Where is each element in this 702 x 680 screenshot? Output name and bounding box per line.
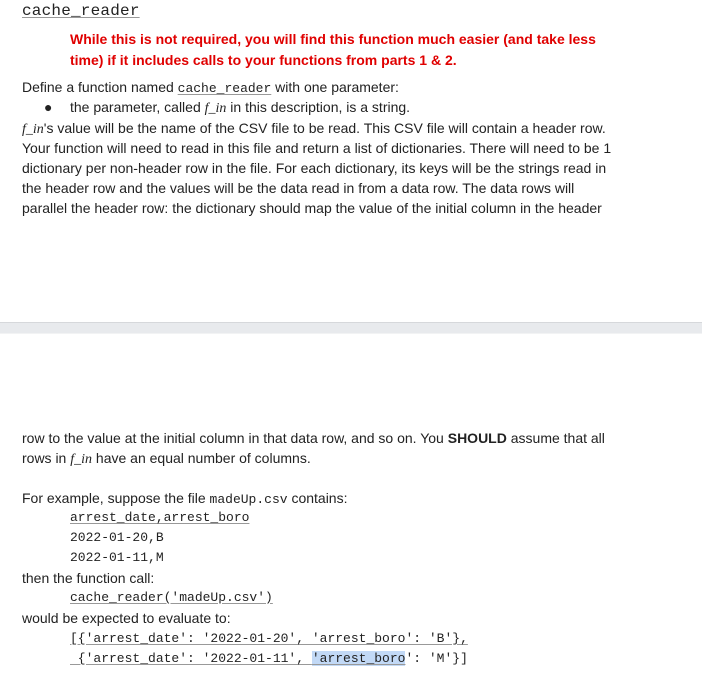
define-suffix: with one parameter: (271, 79, 399, 95)
example-line (22, 488, 348, 510)
body-line-7: parallel the header row: the dictionary should map the value of the initial column in the header (22, 200, 602, 216)
page2-line-1 (22, 428, 605, 448)
note-line-2: time) if it includes calls to your functions from parts 1 & 2. (70, 52, 457, 68)
then-line: then the function call: (22, 570, 155, 586)
csv-header-code: arrest_date,arrest_boro (70, 510, 250, 525)
define-prefix: Define a function named (22, 79, 178, 95)
note-line-1: While this is not required, you will find this function much easier (and take less (70, 31, 596, 47)
body-line-3 (22, 118, 606, 140)
p2-l2-var: f_in (70, 452, 93, 467)
p2-l1-suffix: assume that all (506, 430, 605, 446)
l3-var: f_in (22, 122, 44, 137)
call-code: cache_reader('madeUp.csv') (70, 590, 273, 605)
result2-post: ': 'M'}] (405, 651, 468, 666)
example-suffix: contains: (287, 490, 348, 506)
bullet-suffix: in this description, is a string. (226, 99, 411, 115)
l3-rest: 's value will be the name of the CSV file to be read. This CSV file will contain a header row. (43, 120, 606, 136)
result2-pre: {'arrest_date': '2022-01-11', (70, 651, 312, 666)
define-line (22, 77, 399, 99)
csv-row-2-code: 2022-01-11,M (70, 550, 164, 565)
result-line-1-code: [{'arrest_date': '2022-01-20', 'arrest_boro': 'B'}, (70, 631, 468, 646)
bullet-line (70, 97, 410, 119)
expected-line: would be expected to evaluate to: (22, 610, 231, 626)
red-note (70, 29, 670, 71)
example-filename-code: madeUp.csv (209, 492, 288, 507)
body-line-4: Your function will need to read in this file and return a list of dictionaries. There will need to be 1 (22, 140, 612, 156)
body-line-5: dictionary per non-header row in the file. For each dictionary, its keys will be the strings read in (22, 160, 607, 176)
page-title: cache_reader (22, 2, 140, 20)
bullet-icon: ● (44, 99, 53, 115)
page-break-divider (0, 322, 702, 334)
bullet-prefix: the parameter, called (70, 99, 205, 115)
bullet-var: f_in (204, 101, 227, 116)
p2-l2-suffix: have an equal number of columns. (92, 450, 311, 466)
should-bold: SHOULD (447, 430, 507, 446)
p2-l1-prefix: row to the value at the initial column in that data row, and so on. You (22, 430, 448, 446)
result-line-2-code (70, 649, 468, 669)
selected-text-highlight[interactable]: 'arrest_boro (311, 651, 406, 666)
p2-l2-prefix: rows in (22, 450, 71, 466)
example-prefix: For example, suppose the file (22, 490, 210, 506)
csv-row-1-code: 2022-01-20,B (70, 530, 164, 545)
function-name-code: cache_reader (177, 81, 272, 96)
page2-line-2 (22, 448, 311, 470)
body-line-6: the header row and the values will be the data read in from a data row. The data rows will (22, 180, 575, 196)
